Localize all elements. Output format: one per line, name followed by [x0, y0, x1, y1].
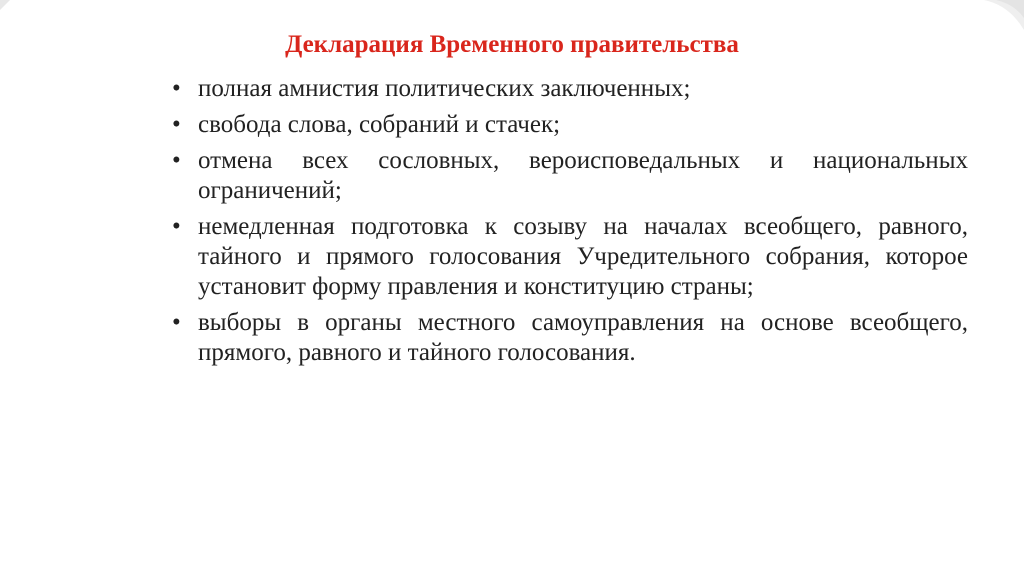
list-item [168, 146, 968, 206]
list-item-text: немедленная подготовка к созыву на началах всеобщего, равного, тайного и прямого голосования Учредительного собрания, которое установит форму правления и конституцию страны; [198, 213, 968, 300]
list-item-text: отмена всех сословных, вероисповедальных и национальных ограничений; [198, 147, 968, 204]
list-item-text: выборы в органы местного самоуправления на основе всеобщего, прямого, равного и тайного голосования. [198, 309, 968, 366]
slide-title: Декларация Временного правительства [285, 31, 739, 58]
list-item-text: полная амнистия политических заключенных; [198, 75, 691, 102]
bullet-icon: • [172, 147, 181, 174]
list-item [168, 74, 968, 104]
corner-decoration-left [0, 0, 10, 10]
list-item [168, 110, 968, 140]
bullet-icon: • [172, 111, 181, 138]
bullet-icon: • [172, 309, 181, 336]
list-item [168, 308, 968, 368]
list-item-text: свобода слова, собраний и стачек; [198, 111, 561, 138]
bullet-list [168, 74, 968, 374]
list-item [168, 212, 968, 302]
bullet-icon: • [172, 75, 181, 102]
bullet-icon: • [172, 213, 181, 240]
